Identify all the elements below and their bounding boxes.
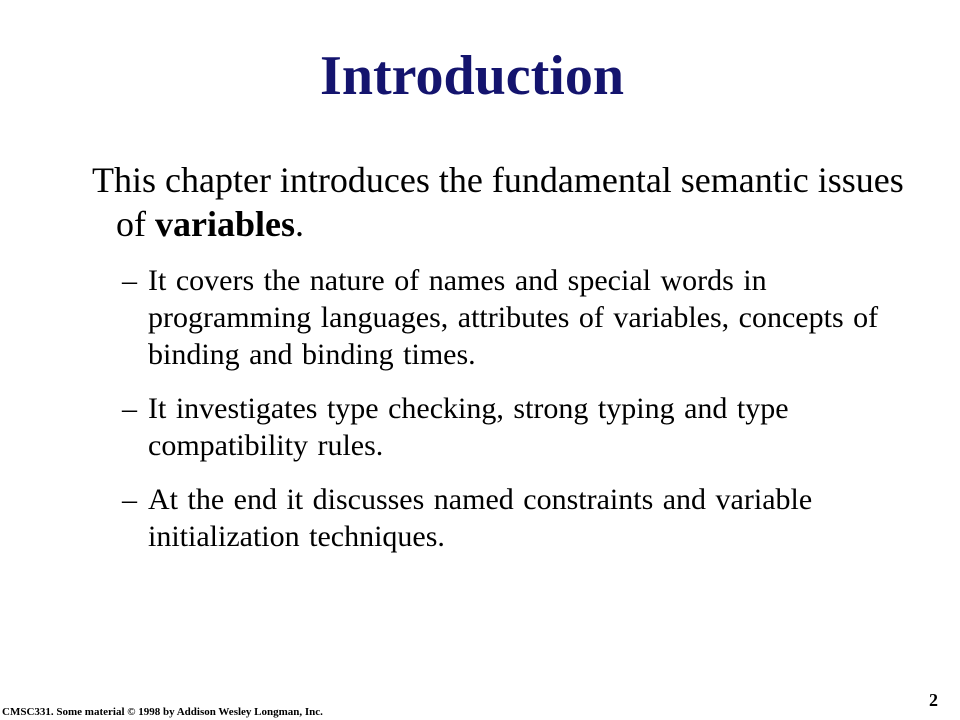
bullet-dash: –	[122, 483, 137, 516]
slide-title: Introduction	[320, 45, 624, 107]
intro-period: .	[295, 204, 304, 244]
intro-bold-term: variables	[155, 204, 295, 244]
bullet-text: It investigates type checking, strong typing and type compatibility rules.	[148, 392, 789, 462]
bullet-item	[122, 262, 922, 373]
bullet-dash: –	[122, 392, 137, 425]
bullet-item	[122, 481, 922, 555]
bullet-dash: –	[122, 264, 137, 297]
bullet-list	[122, 262, 922, 572]
bullet-text: At the end it discusses named constraints and variable initialization techniques.	[148, 483, 813, 553]
footer-copyright: CMSC331. Some material © 1998 by Addison Wesley Longman, Inc.	[2, 706, 323, 718]
bullet-item	[122, 390, 922, 464]
intro-paragraph	[92, 158, 936, 246]
intro-text: This chapter introduces the fundamental semantic issues of	[92, 160, 904, 244]
page-number: 2	[929, 690, 938, 710]
bullet-text: It covers the nature of names and special words in programming languages, attributes of variables, concepts of binding and binding times.	[148, 264, 879, 371]
